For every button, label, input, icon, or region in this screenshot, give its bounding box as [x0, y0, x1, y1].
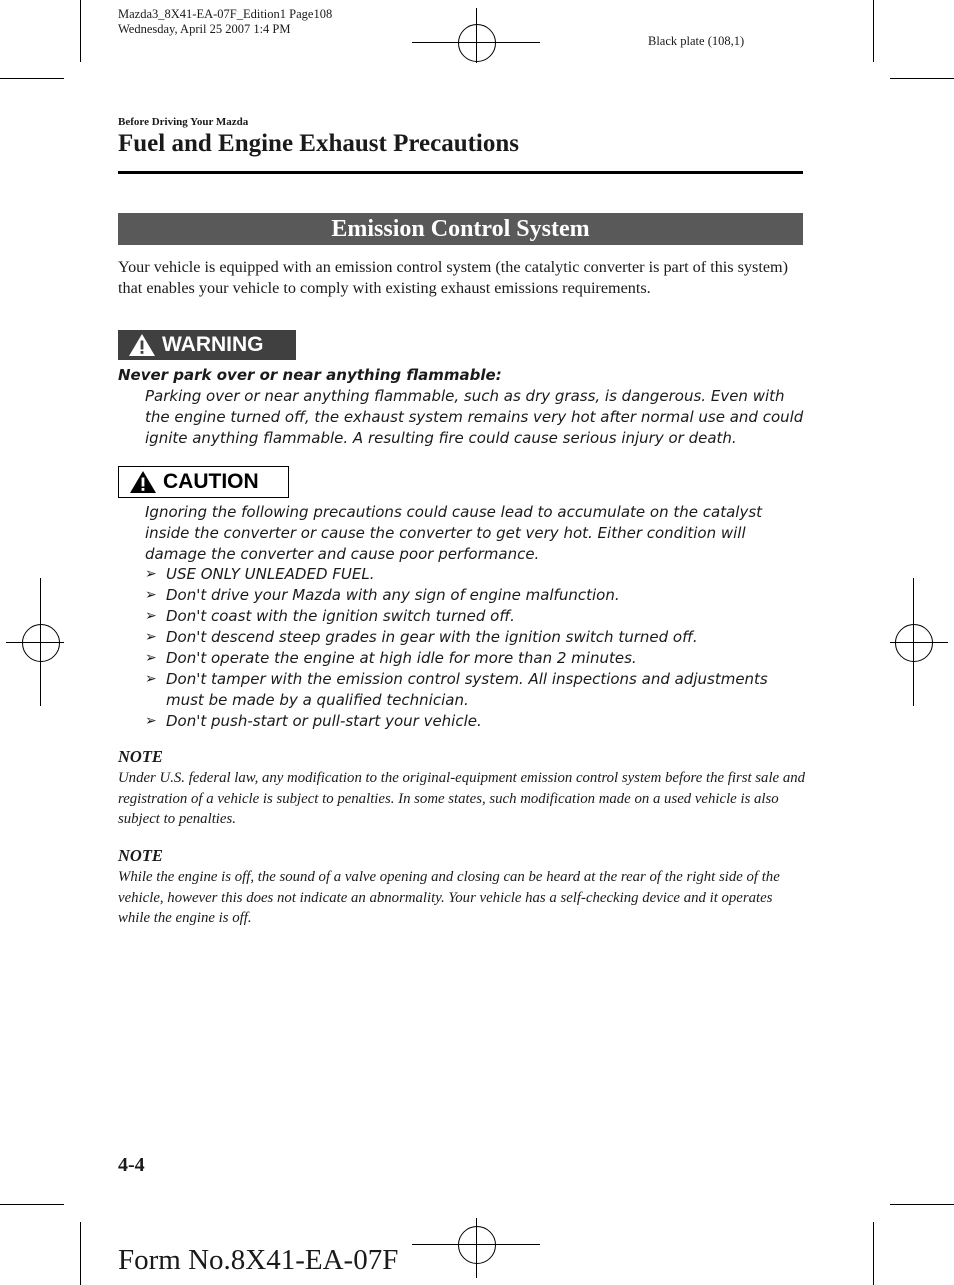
- warning-heading: Never park over or near anything flammable:: [118, 366, 502, 384]
- arrowhead-bullet-icon: ➢: [145, 713, 157, 729]
- arrowhead-bullet-icon: ➢: [145, 650, 157, 666]
- list-item: ➢ Don't tamper with the emission control system. All inspections and adjustments must be made by a qualified technician.: [145, 670, 768, 709]
- print-meta: [118, 7, 332, 37]
- list-item: ➢ Don't push-start or pull-start your vehicle.: [145, 712, 482, 730]
- list-item: ➢ Don't drive your Mazda with any sign of engine malfunction.: [145, 586, 620, 604]
- plate-label: Black plate (108,1): [648, 34, 745, 48]
- warning-label: [118, 330, 296, 360]
- form-number: Form No.8X41-EA-07F: [118, 1244, 399, 1276]
- caution-label-text: CAUTION: [163, 470, 259, 493]
- caution-triangle-icon: [129, 470, 157, 494]
- section-banner: Emission Control System: [118, 213, 803, 245]
- page-number: 4-4: [118, 1154, 145, 1176]
- warning-label-text: WARNING: [162, 333, 264, 356]
- print-meta-line2: Wednesday, April 25 2007 1:4 PM: [118, 22, 291, 36]
- page-title: Fuel and Engine Exhaust Precautions: [118, 130, 520, 157]
- caution-body: Ignoring the following precautions could cause lead to accumulate on the catalyst inside the converter or cause the converter to get very hot. Either condition will damage the converter and cause poor performance.: [145, 503, 763, 563]
- list-item: ➢ USE ONLY UNLEADED FUEL.: [145, 565, 375, 583]
- list-item: ➢ Don't descend steep grades in gear with the ignition switch turned off.: [145, 628, 698, 646]
- caution-list: [145, 564, 795, 732]
- list-item: ➢ Don't coast with the ignition switch turned off.: [145, 607, 515, 625]
- note-body: Under U.S. federal law, any modification to the original-equipment emission control system before the first sale and registration of a vehicle is subject to penalties. In some states, such modification made on a used vehicle is also subject to penalties.: [118, 770, 806, 827]
- list-item: ➢ Don't operate the engine at high idle for more than 2 minutes.: [145, 649, 637, 667]
- intro-paragraph: Your vehicle is equipped with an emission control system (the catalytic converter is part of this system) that enables your vehicle to comply with existing exhaust emissions requirements.: [118, 258, 788, 297]
- arrowhead-bullet-icon: ➢: [145, 671, 157, 687]
- print-meta-line1: Mazda3_8X41-EA-07F_Edition1 Page108: [118, 7, 333, 21]
- warning-body: Parking over or near anything flammable, such as dry grass, is dangerous. Even with the engine turned off, the exhaust system remains very hot after normal use and could ignite anything flammable. A resulting fire could cause serious injury or death.: [145, 387, 804, 447]
- caution-label: [118, 466, 289, 498]
- arrowhead-bullet-icon: ➢: [145, 587, 157, 603]
- title-rule: [118, 171, 803, 174]
- arrowhead-bullet-icon: ➢: [145, 629, 157, 645]
- note-heading: NOTE: [118, 846, 163, 865]
- note-heading: NOTE: [118, 747, 163, 766]
- arrowhead-bullet-icon: ➢: [145, 608, 157, 624]
- section-label: Before Driving Your Mazda: [118, 116, 249, 128]
- warning-triangle-icon: [128, 333, 156, 357]
- arrowhead-bullet-icon: ➢: [145, 566, 157, 582]
- note-body: While the engine is off, the sound of a valve opening and closing can be heard at the rear of the right side of the vehicle, however this does not indicate an abnormality. Your vehicle has a self-checking device and it operates while the engine is off.: [118, 869, 780, 926]
